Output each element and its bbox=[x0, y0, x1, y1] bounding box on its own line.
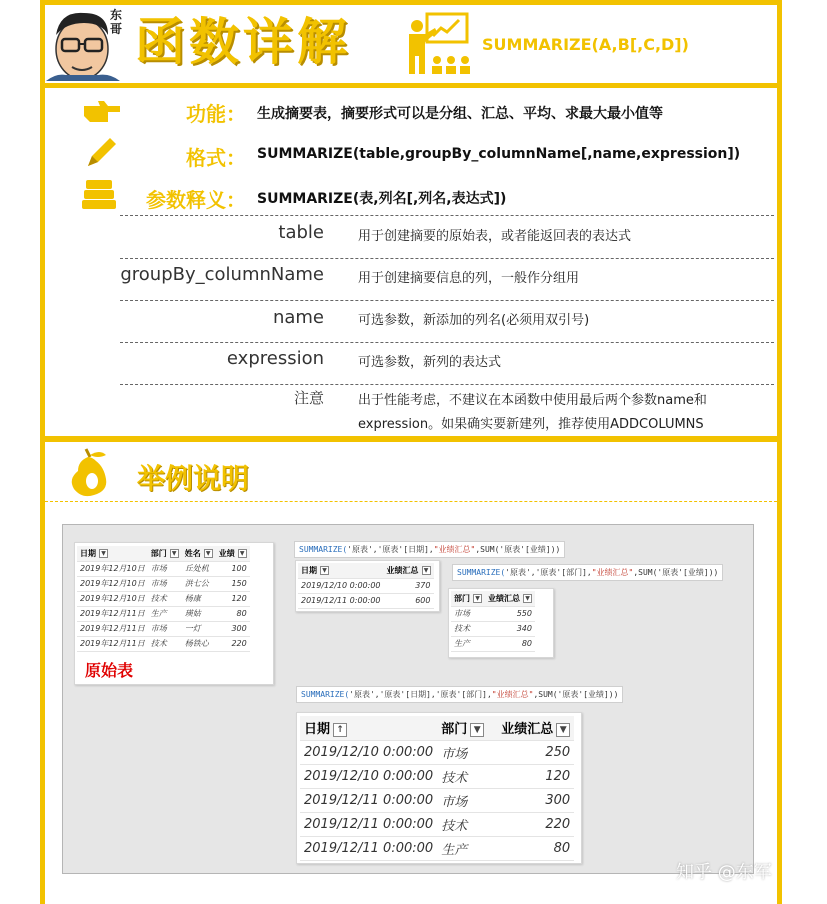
result-table bbox=[298, 563, 434, 609]
header-cell[interactable]: 日期 ▼ bbox=[298, 563, 384, 578]
avatar-tag: 东哥 bbox=[110, 8, 123, 36]
divider bbox=[45, 501, 777, 502]
table-row: 2019年12月10日 市场 洪七公 150 bbox=[77, 576, 250, 591]
table-row: 2019/12/11 0:00:00 生产 80 bbox=[300, 836, 574, 860]
divider bbox=[120, 384, 774, 385]
table-row: 市场 550 bbox=[451, 606, 535, 621]
header-cell[interactable]: 部门 ▼ bbox=[437, 716, 497, 740]
sort-ascending-icon[interactable]: ↑ bbox=[333, 723, 347, 737]
table-row: 生产 80 bbox=[451, 636, 535, 651]
header-cell[interactable]: 日期 ↑ bbox=[300, 716, 437, 740]
dropdown-icon[interactable]: ▼ bbox=[99, 549, 108, 558]
raw-table-label: 原始表 bbox=[85, 661, 134, 680]
table-row: 2019年12月10日 市场 丘处机 100 bbox=[77, 561, 250, 576]
teacher-icon bbox=[405, 12, 475, 76]
formula-bar[interactable]: SUMMARIZE('原表','原表'[部门],"业绩汇总",SUM('原表'[业绩])) bbox=[452, 564, 723, 581]
table-row: 2019/12/10 0:00:00 技术 120 bbox=[300, 764, 574, 788]
format-label: 格式： bbox=[186, 146, 246, 170]
dropdown-icon[interactable]: ▼ bbox=[422, 566, 431, 575]
formula-bar[interactable]: SUMMARIZE('原表','原表'[日期],'原表'[部门],"业绩汇总",SUM('原表'[业绩])) bbox=[296, 686, 623, 703]
param-desc: 用于创建摘要信息的列，一般作分组用 bbox=[358, 271, 580, 286]
param-desc: 出于性能考虑，不建议在本函数中使用最后两个参数name和expression。如果确实要新建列，推荐使用ADDCOLUMNS bbox=[358, 393, 707, 432]
header-cell[interactable]: 业绩 ▼ bbox=[216, 546, 250, 561]
example-title: 举例说明 bbox=[137, 462, 250, 495]
divider bbox=[120, 215, 774, 216]
header-cell[interactable]: 业绩汇总 ▼ bbox=[384, 563, 434, 578]
header-cell[interactable]: 部门 ▼ bbox=[451, 591, 485, 606]
page-title: 函数详解 bbox=[135, 13, 351, 71]
param-name: expression bbox=[226, 348, 324, 369]
table-row: 2019/12/11 0:00:00 市场 300 bbox=[300, 788, 574, 812]
result-table-card bbox=[448, 588, 554, 658]
table-row: 2019/12/10 0:00:00 市场 250 bbox=[300, 740, 574, 764]
result-table bbox=[300, 716, 574, 861]
param-desc: 可选参数，新添加的列名(必须用双引号) bbox=[358, 313, 590, 328]
dropdown-icon[interactable]: ▼ bbox=[470, 723, 484, 737]
param-name: groupBy_columnName bbox=[120, 264, 324, 285]
formula-bar[interactable]: SUMMARIZE('原表','原表'[日期],"业绩汇总",SUM('原表'[业绩])) bbox=[294, 541, 565, 558]
books-icon bbox=[80, 178, 118, 216]
dropdown-icon[interactable]: ▼ bbox=[170, 549, 179, 558]
result-table-card bbox=[296, 712, 582, 864]
param-name: 注意 bbox=[293, 389, 324, 407]
result-table bbox=[451, 591, 535, 652]
result-table-card bbox=[295, 560, 440, 612]
section-divider bbox=[40, 436, 782, 442]
watermark: 知乎 @东军 bbox=[676, 862, 772, 883]
param-desc: 用于创建摘要的原始表，或者能返回表的表达式 bbox=[358, 229, 632, 244]
divider bbox=[120, 258, 774, 259]
table-row: 2019年12月10日 技术 杨康 120 bbox=[77, 591, 250, 606]
header-cell[interactable]: 姓名 ▼ bbox=[182, 546, 216, 561]
params-value: SUMMARIZE(表,列名[,列名,表达式]) bbox=[257, 191, 507, 207]
header-cell[interactable]: 业绩汇总 ▼ bbox=[485, 591, 535, 606]
header-cell[interactable]: 部门 ▼ bbox=[148, 546, 182, 561]
param-name: name bbox=[272, 307, 324, 328]
raw-table bbox=[77, 546, 250, 652]
table-row: 2019年12月11日 技术 杨铁心 220 bbox=[77, 636, 250, 651]
header-cell[interactable]: 业绩汇总 ▼ bbox=[497, 716, 574, 740]
divider bbox=[120, 342, 774, 343]
table-row: 2019/12/11 0:00:00 技术 220 bbox=[300, 812, 574, 836]
param-name: table bbox=[278, 222, 324, 243]
dropdown-icon[interactable]: ▼ bbox=[204, 549, 213, 558]
table-row: 技术 340 bbox=[451, 621, 535, 636]
dropdown-icon[interactable]: ▼ bbox=[238, 549, 247, 558]
dropdown-icon[interactable]: ▼ bbox=[473, 594, 482, 603]
function-label: 功能： bbox=[186, 102, 246, 126]
function-value: 生成摘要表，摘要形式可以是分组、汇总、平均、求最大最小值等 bbox=[257, 106, 663, 122]
function-signature: SUMMARIZE(A,B[,C,D]) bbox=[482, 35, 689, 54]
table-row: 2019/12/10 0:00:00 370 bbox=[298, 578, 434, 593]
dropdown-icon[interactable]: ▼ bbox=[523, 594, 532, 603]
format-value: SUMMARIZE(table,groupBy_columnName[,name,expression]) bbox=[257, 146, 741, 162]
dropdown-icon[interactable]: ▼ bbox=[556, 723, 570, 737]
divider bbox=[120, 300, 774, 301]
pencil-icon bbox=[84, 136, 118, 174]
header-cell[interactable]: 日期 ▼ bbox=[77, 546, 148, 561]
pointing-hand-icon bbox=[82, 98, 122, 128]
params-label: 参数释义： bbox=[146, 188, 246, 212]
table-row: 2019年12月11日 市场 一灯 300 bbox=[77, 621, 250, 636]
table-row: 2019/12/11 0:00:00 600 bbox=[298, 593, 434, 608]
dropdown-icon[interactable]: ▼ bbox=[320, 566, 329, 575]
param-desc: 可选参数，新列的表达式 bbox=[358, 355, 502, 370]
table-row: 2019年12月11日 生产 瑛姑 80 bbox=[77, 606, 250, 621]
pear-icon bbox=[64, 447, 120, 503]
